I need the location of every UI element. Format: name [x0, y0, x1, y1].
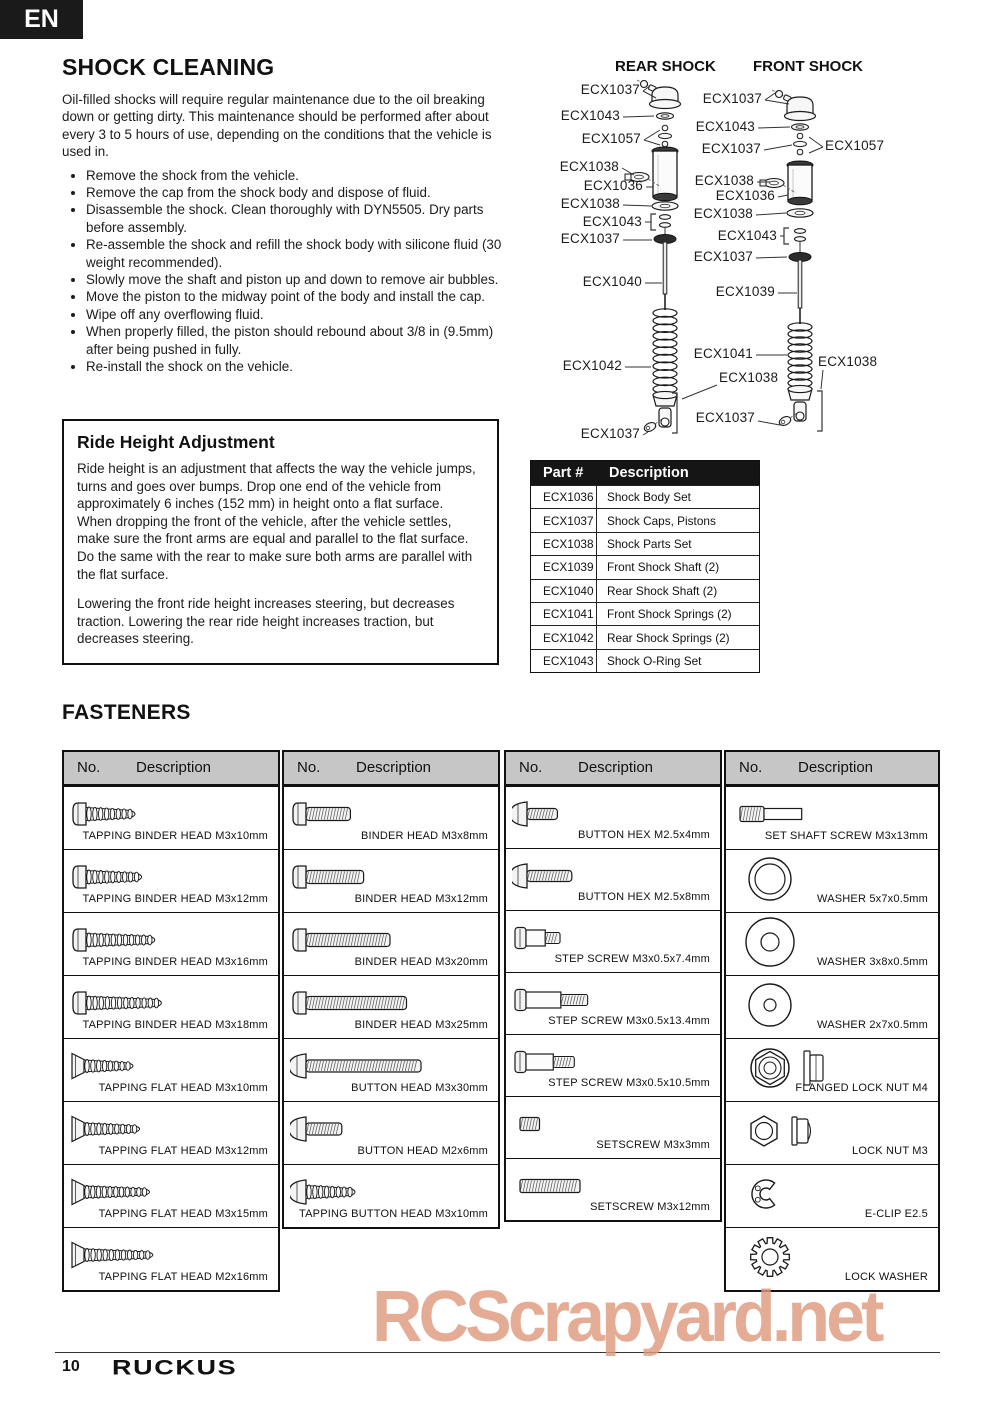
fastener-label: E-CLIP E2.5: [864, 1208, 928, 1220]
part-number-cell: ECX1036: [531, 486, 597, 508]
fastener-label: TAPPING BINDER HEAD M3x18mm: [82, 1019, 268, 1031]
bullet-item: • Slowly move the shaft and piston up and down to remove air bubbles.: [86, 271, 502, 288]
fastener-row: [284, 1101, 498, 1164]
fastener-row: [506, 1034, 720, 1096]
part-label: ECX1038: [693, 206, 753, 221]
bullet-item: • Remove the cap from the shock body and dispose of fluid.: [86, 184, 502, 201]
fastener-row: [64, 1164, 278, 1227]
part-label: ECX1036: [715, 188, 775, 203]
column-header-no: No.: [297, 759, 321, 776]
part-label: ECX1037: [695, 410, 755, 425]
parts-table-row: [531, 602, 759, 625]
parts-table-row: [531, 579, 759, 602]
part-label: ECX1057: [825, 138, 885, 153]
part-number-cell: ECX1038: [531, 533, 597, 555]
parts-table-row: [531, 485, 759, 508]
fastener-row: [726, 912, 938, 975]
parts-table-header: [531, 461, 759, 485]
part-label: ECX1039: [715, 284, 775, 299]
parts-table-row: [531, 649, 759, 672]
part-label: ECX1037: [693, 249, 753, 264]
fastener-row: [726, 975, 938, 1038]
fastener-label: TAPPING FLAT HEAD M3x12mm: [98, 1145, 268, 1157]
part-number-cell: ECX1042: [531, 626, 597, 648]
fastener-row: [506, 910, 720, 972]
fastener-label: SET SHAFT SCREW M3x13mm: [764, 830, 928, 842]
front-shock-title: FRONT SHOCK: [753, 58, 863, 75]
part-label: ECX1043: [560, 108, 620, 123]
fastener-row: [506, 848, 720, 910]
part-label: ECX1038: [719, 370, 779, 385]
part-label: ECX1037: [701, 141, 761, 156]
page-number: 10: [62, 1358, 80, 1375]
fastener-label: TAPPING FLAT HEAD M2x16mm: [98, 1271, 268, 1283]
fastener-label: TAPPING FLAT HEAD M3x10mm: [98, 1082, 268, 1094]
shock-cleaning-section: [62, 54, 502, 376]
fastener-label: STEP SCREW M3x0.5x13.4mm: [548, 1015, 710, 1027]
fastener-row: [64, 975, 278, 1038]
fastener-row: [64, 1101, 278, 1164]
column-header-description: Description: [578, 759, 654, 776]
fastener-column: [282, 750, 500, 1229]
fastener-label: LOCK NUT M3: [852, 1145, 928, 1157]
fastener-column: [504, 750, 722, 1222]
fastener-row: [726, 1101, 938, 1164]
shock-diagram: [530, 55, 945, 461]
part-label: ECX1038: [560, 196, 620, 211]
part-label: ECX1043: [717, 228, 777, 243]
part-description-cell: Shock Caps, Pistons: [607, 513, 716, 528]
part-label: ECX1037: [560, 231, 620, 246]
ride-height-box: [62, 419, 499, 665]
shock-cleaning-bullet-list: [64, 167, 502, 376]
part-label: ECX1037: [580, 426, 640, 441]
fastener-row: [284, 786, 498, 849]
fastener-label: TAPPING FLAT HEAD M3x15mm: [98, 1208, 268, 1220]
fastener-row: [726, 786, 938, 849]
fastener-label: STEP SCREW M3x0.5x10.5mm: [548, 1077, 710, 1089]
fastener-column: [62, 750, 280, 1292]
column-header-no: No.: [77, 759, 101, 776]
part-label: ECX1036: [583, 178, 643, 193]
shock-parts-table: [530, 460, 760, 673]
fastener-row: [64, 1038, 278, 1101]
part-label: ECX1057: [581, 131, 641, 146]
part-number-cell: ECX1041: [531, 603, 597, 625]
fastener-label: BINDER HEAD M3x8mm: [360, 830, 488, 842]
ride-height-paragraph: Ride height is an adjustment that affects the way the vehicle jumps, turns and goes over bumps. Drop one end of the vehicle from approximately 6 inches (152 mm) in height onto a flat surface. When dropping the front of the vehicle, after the vehicle settles, make sure the front arms are equal and parallel to the flat surface. Do the same with the rear to make sure both arms are parallel with the flat surface.: [77, 461, 476, 582]
fastener-label: BUTTON HEAD M3x30mm: [351, 1082, 488, 1094]
fastener-row: [726, 1164, 938, 1227]
part-description-cell: Shock Parts Set: [607, 536, 692, 551]
rear-shock-title: REAR SHOCK: [615, 58, 716, 75]
fastener-label: SETSCREW M3x12mm: [590, 1201, 710, 1213]
part-label: ECX1041: [693, 346, 753, 361]
part-label: ECX1043: [582, 214, 642, 229]
part-description-cell: Rear Shock Shaft (2): [607, 583, 718, 598]
ride-height-paragraph: Lowering the front ride height increases steering, but decreases traction. Lowering the rear ride height increases traction, but decreases steering.: [77, 596, 455, 647]
fastener-row: [506, 786, 720, 848]
fastener-label: TAPPING BINDER HEAD M3x12mm: [82, 893, 268, 905]
part-label: ECX1038: [694, 173, 754, 188]
part-number-cell: ECX1039: [531, 556, 597, 578]
shock-cleaning-intro: Oil-filled shocks will require regular maintenance due to the oil breaking down or getting dirty. This maintenance should be performed after about every 3 to 5 hours of use, depending on the conditions that the vehicle is used in.: [62, 92, 492, 160]
part-number-cell: ECX1037: [531, 509, 597, 531]
fastener-row: [64, 912, 278, 975]
fastener-label: BUTTON HEX M2.5x8mm: [578, 891, 710, 903]
fastener-row: [506, 1096, 720, 1158]
fastener-label: BINDER HEAD M3x20mm: [354, 956, 488, 968]
bullet-item: • Disassemble the shock. Clean thoroughly with DYN5505. Dry parts before assembly.: [86, 201, 502, 236]
part-label: ECX1037: [580, 82, 640, 97]
fastener-row: [284, 975, 498, 1038]
fastener-row: [726, 1038, 938, 1101]
fastener-label: LOCK WASHER: [844, 1271, 928, 1283]
bullet-item: • Remove the shock from the vehicle.: [86, 167, 502, 184]
fastener-column-header: [726, 752, 938, 786]
footer-rule: [55, 1352, 940, 1353]
fastener-label: TAPPING BINDER HEAD M3x10mm: [82, 830, 268, 842]
part-label: ECX1037: [702, 91, 762, 106]
fastener-row: [506, 972, 720, 1034]
part-description-cell: Front Shock Shaft (2): [607, 560, 720, 575]
fastener-label: BUTTON HEAD M2x6mm: [357, 1145, 488, 1157]
e-clip-icon: [732, 1168, 882, 1220]
parts-table-row: [531, 508, 759, 531]
fastener-label: WASHER 3x8x0.5mm: [817, 956, 928, 968]
part-label: ECX1043: [695, 119, 755, 134]
fastener-label: WASHER 2x7x0.5mm: [817, 1019, 928, 1031]
fastener-label: BUTTON HEX M2.5x4mm: [578, 829, 710, 841]
parts-table-header-desc: Description: [609, 465, 689, 481]
fastener-label: BINDER HEAD M3x25mm: [354, 1019, 488, 1031]
fastener-row: [64, 849, 278, 912]
parts-table-row: [531, 555, 759, 578]
fastener-row: [284, 1038, 498, 1101]
fastener-column-header: [64, 752, 278, 786]
fastener-row: [726, 849, 938, 912]
language-tag: EN: [0, 0, 83, 39]
part-label: ECX1042: [562, 358, 622, 373]
bullet-item: • Move the piston to the midway point of the body and install the cap.: [86, 288, 502, 305]
bullet-item: • Wipe off any overflowing fluid.: [86, 306, 502, 323]
bullet-item: • When properly filled, the piston should rebound about 3/8 in (9.5mm) after being pushed in fully.: [86, 323, 502, 358]
fastener-label: TAPPING BUTTON HEAD M3x10mm: [299, 1208, 488, 1220]
fastener-row: [64, 786, 278, 849]
fastener-label: WASHER 5x7x0.5mm: [817, 893, 928, 905]
parts-table-header-part: Part #: [543, 465, 584, 481]
bullet-item: • Re-assemble the shock and refill the shock body with silicone fluid (30 weight recommended).: [86, 236, 502, 271]
fasteners-title: FASTENERS: [62, 701, 191, 724]
column-header-no: No.: [519, 759, 543, 776]
fastener-label: TAPPING BINDER HEAD M3x16mm: [82, 956, 268, 968]
part-description-cell: Front Shock Springs (2): [607, 607, 732, 622]
part-label: ECX1040: [582, 274, 642, 289]
column-header-description: Description: [356, 759, 432, 776]
fastener-row: [506, 1158, 720, 1220]
fastener-column-header: [506, 752, 720, 786]
part-number-cell: ECX1040: [531, 580, 597, 602]
part-label: ECX1038: [818, 354, 878, 369]
fastener-row: [64, 1227, 278, 1290]
fastener-label: FLANGED LOCK NUT M4: [795, 1082, 928, 1094]
part-label: ECX1038: [559, 159, 619, 174]
part-description-cell: Rear Shock Springs (2): [607, 630, 730, 645]
ride-height-title: Ride Height Adjustment: [77, 432, 275, 452]
fastener-column-header: [284, 752, 498, 786]
watermark: RCScrapyard.net: [372, 1277, 881, 1357]
fastener-label: BINDER HEAD M3x12mm: [354, 893, 488, 905]
part-description-cell: Shock O-Ring Set: [607, 653, 702, 668]
parts-table-row: [531, 532, 759, 555]
fastener-column: [724, 750, 940, 1292]
part-number-cell: ECX1043: [531, 650, 597, 672]
column-header-description: Description: [136, 759, 212, 776]
fastener-row: [284, 912, 498, 975]
fastener-row: [284, 1164, 498, 1227]
column-header-description: Description: [798, 759, 874, 776]
fastener-label: STEP SCREW M3x0.5x7.4mm: [554, 953, 710, 965]
parts-table-row: [531, 625, 759, 648]
shock-cleaning-title: SHOCK CLEANING: [62, 54, 275, 80]
column-header-no: No.: [739, 759, 763, 776]
brand-logo: RUCKUS: [112, 1356, 238, 1380]
part-description-cell: Shock Body Set: [607, 490, 691, 505]
fastener-row: [284, 849, 498, 912]
bullet-item: • Re-install the shock on the vehicle.: [86, 358, 502, 375]
fastener-label: SETSCREW M3x3mm: [596, 1139, 710, 1151]
fastener-row: [726, 1227, 938, 1290]
